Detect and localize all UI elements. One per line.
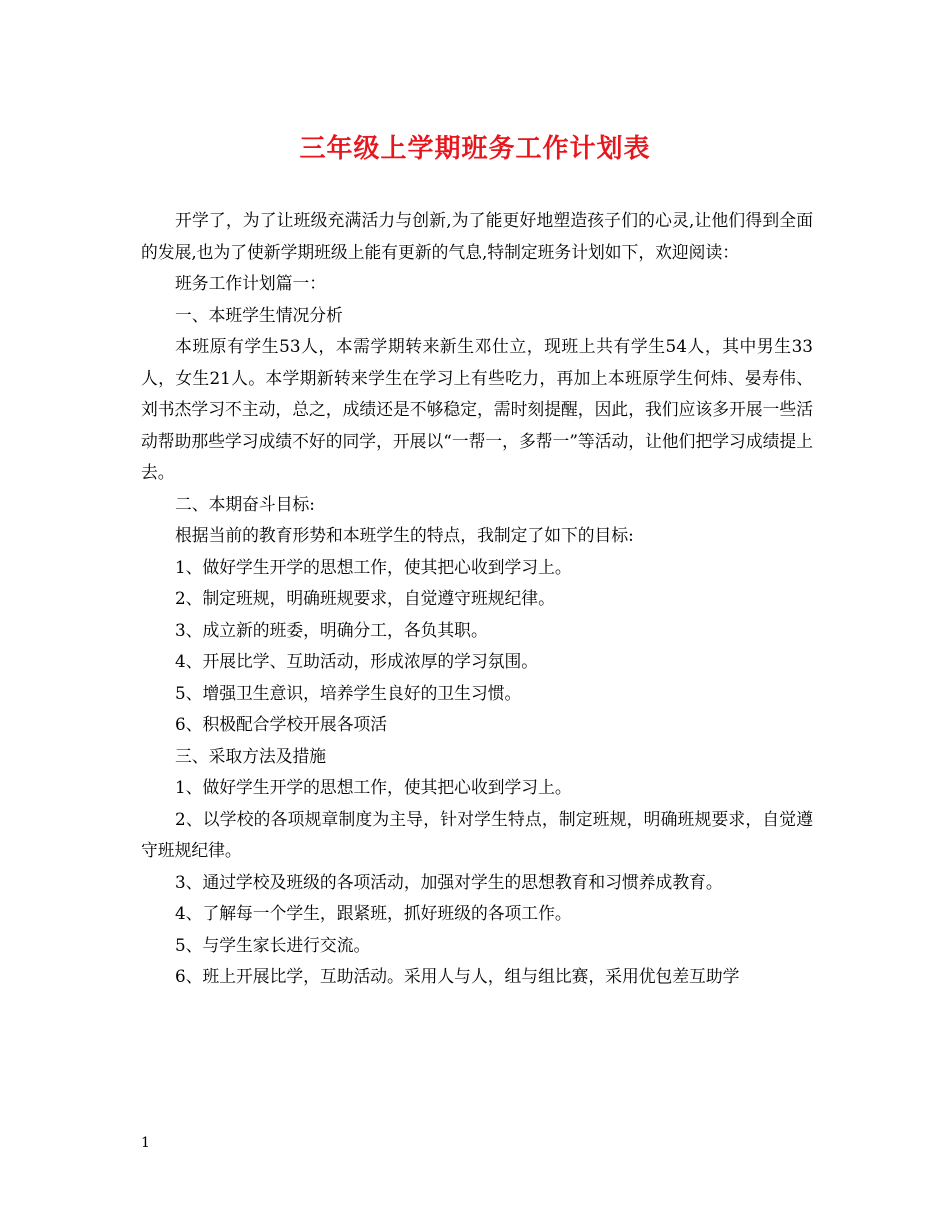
goal-item: 2、制定班规，明确班规要求，自觉遵守班规纪律。: [175, 588, 555, 608]
section-heading-student-analysis: 一、本班学生情况分析: [175, 304, 343, 325]
goal-item: 4、开展比学、互助活动，形成浓厚的学习氛围。: [175, 651, 539, 671]
document-body: [141, 205, 813, 993]
goals-intro-paragraph: 根据当前的教育形势和本班学生的特点，我制定了如下的目标:: [175, 525, 634, 545]
goal-item: 6、积极配合学校开展各项活: [175, 714, 388, 734]
method-item: 4、了解每一个学生，跟紧班，抓好班级的各项工作。: [175, 903, 572, 923]
document-title: 三年级上学期班务工作计划表: [299, 134, 651, 164]
page-number: 1: [141, 1135, 150, 1151]
intro-paragraph: 开学了，为了让班级充满活力与创新,为了能更好地塑造孩子们的心灵,让他们得到全面的发展,也为了使新学期班级上能有更新的气息,特制定班务计划如下，欢迎阅读：: [141, 210, 813, 262]
goal-item: 5、增强卫生意识，培养学生良好的卫生习惯。: [175, 682, 522, 703]
section-heading-methods: 三、采取方法及措施: [175, 745, 327, 766]
section-heading-goals: 二、本期奋斗目标:: [175, 493, 315, 514]
section-heading-plan-one: 班务工作计划篇一：: [175, 273, 327, 293]
method-item: 3、通过学校及班级的各项活动，加强对学生的思想教育和习惯养成教育。: [175, 871, 723, 892]
method-item: 5、与学生家长进行交流。: [175, 934, 371, 955]
method-item: 6、班上开展比学，互助活动。采用人与人，组与组比赛，采用优包差互助学: [175, 966, 740, 986]
goal-item: 1、做好学生开学的思想工作，使其把心收到学习上。: [175, 556, 572, 577]
student-analysis-paragraph: 本班原有学生53人，本需学期转来新生邓仕立，现班上共有学生54人，其中男生33人，女生21人。本学期新转来学生在学习上有些吃力，再加上本班原学生何炜、晏寿伟、刘书杰学习不主动，总之，成绩还是不够稳定，需时刻提醒，因此，我们应该多开展一些活动帮助那些学习成绩不好的同学，开展以“一帮一，多帮一”等活动，让他们把学习成绩提上去。: [141, 336, 813, 482]
method-item: 2、以学校的各项规章制度为主导，针对学生特点，制定班规，明确班规要求，自觉遵守班规纪律。: [141, 808, 813, 860]
method-item: 1、做好学生开学的思想工作，使其把心收到学习上。: [175, 777, 572, 797]
goal-item: 3、成立新的班委，明确分工，各负其职。: [175, 619, 488, 640]
